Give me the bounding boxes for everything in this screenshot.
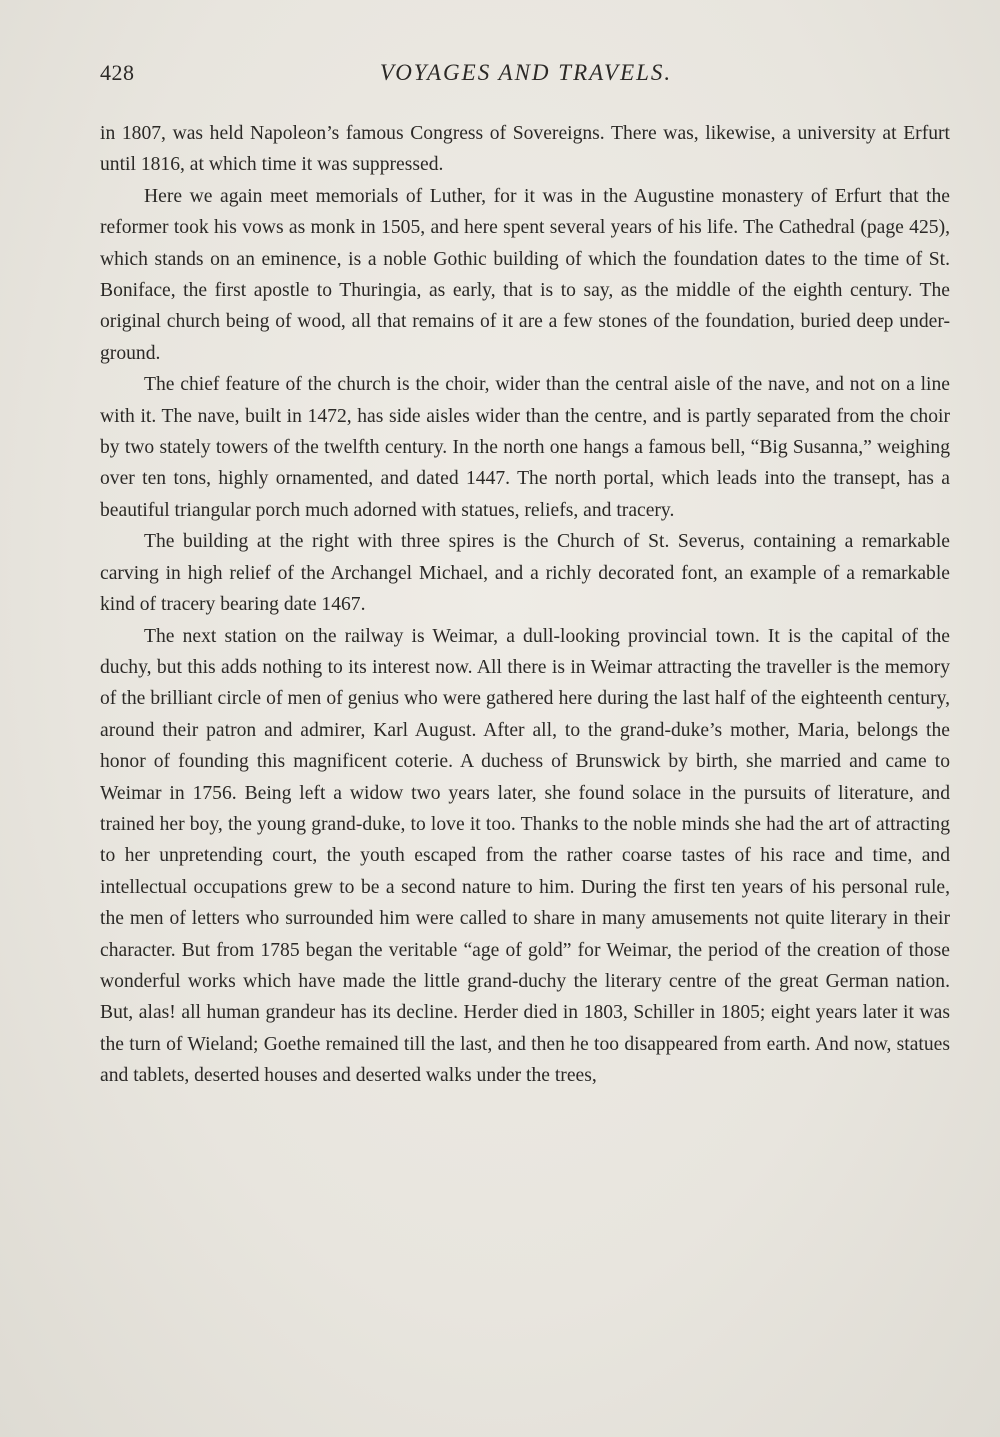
- paragraph-st-severus: The building at the right with three spires is the Church of St. Severus, containing a remarkable carving in high relief of the Archangel Michael, and a richly decorated font, an example of a remarkable kind of tracery bearing date 1467.: [100, 531, 950, 616]
- running-title: VOYAGES AND TRAVELS.: [379, 60, 673, 85]
- running-head: [100, 60, 952, 96]
- paragraph-church-choir: The chief feature of the church is the choir, wider than the central aisle of the nave, and not on a line with it. The nave, built in 1472, has side aisles wider than the centre, and is partly separated from the choir by two stately towers of the twelfth century. In the north one hangs a famous bell, “Big Susanna,” weighing over ten tons, highly ornamented, and dated 1447. The north portal, which leads into the transept, has a beautiful triangular porch much adorned with statues, reliefs, and tracery.: [100, 374, 950, 521]
- paragraph-weimar: The next station on the railway is Weimar, a dull-looking provincial town. It is the capital of the duchy, but this adds nothing to its interest now. All there is in Weimar attracting the traveller is the memory of the brilliant circle of men of genius who were gathered here during the last half of the eighteenth century, around their patron and admirer, Karl August. After all, to the grand-duke’s mother, Maria, belongs the honor of founding this magnificent coterie. A duchess of Brunswick by birth, she married and came to Weimar in 1756. Being left a widow two years later, she found solace in the pursuits of literature, and trained her boy, the young grand-duke, to love it too. Thanks to the noble minds she had the art of attracting to her unpretending court, the youth escaped from the rather coarse tastes of his race and time, and intellectual occupations grew to be a second nature to him. During the first ten years of his personal rule, the men of letters who surrounded him were called to share in many amusements not quite literary in their character. But from 1785 began the veritable “age of gold” for Weimar, the period of the creation of those wonderful works which have made the little grand-duchy the literary centre of the great German nation. But, alas! all human grandeur has its decline. Herder died in 1803, Schiller in 1805; eight years later it was the turn of Wieland; Goethe remained till the last, and then he too disappeared from earth. And now, statues and tablets, deserted houses and deserted walks under the trees,: [100, 625, 950, 1087]
- paragraph-luther-cathedral: Here we again meet memorials of Luther, for it was in the Augustine monastery of Erfurt that the reformer took his vows as monk in 1505, and here spent several years of his life. The Cathedral (page 425), which stands on an eminence, is a noble Gothic building of which the foundation dates to the time of St. Boniface, the first apostle to Thuringia, as early, that is to say, as the middle of the eighth century. The original church being of wood, all that remains of it are a few stones of the foundation, buried deep under-ground.: [100, 185, 950, 364]
- body-text: [100, 118, 950, 1092]
- paragraph-erfurt-congress: in 1807, was held Napoleon’s famous Congress of Sovereigns. There was, likewise, a university at Erfurt until 1816, at which time it was suppressed.: [100, 123, 950, 176]
- page-number: 428: [100, 60, 135, 85]
